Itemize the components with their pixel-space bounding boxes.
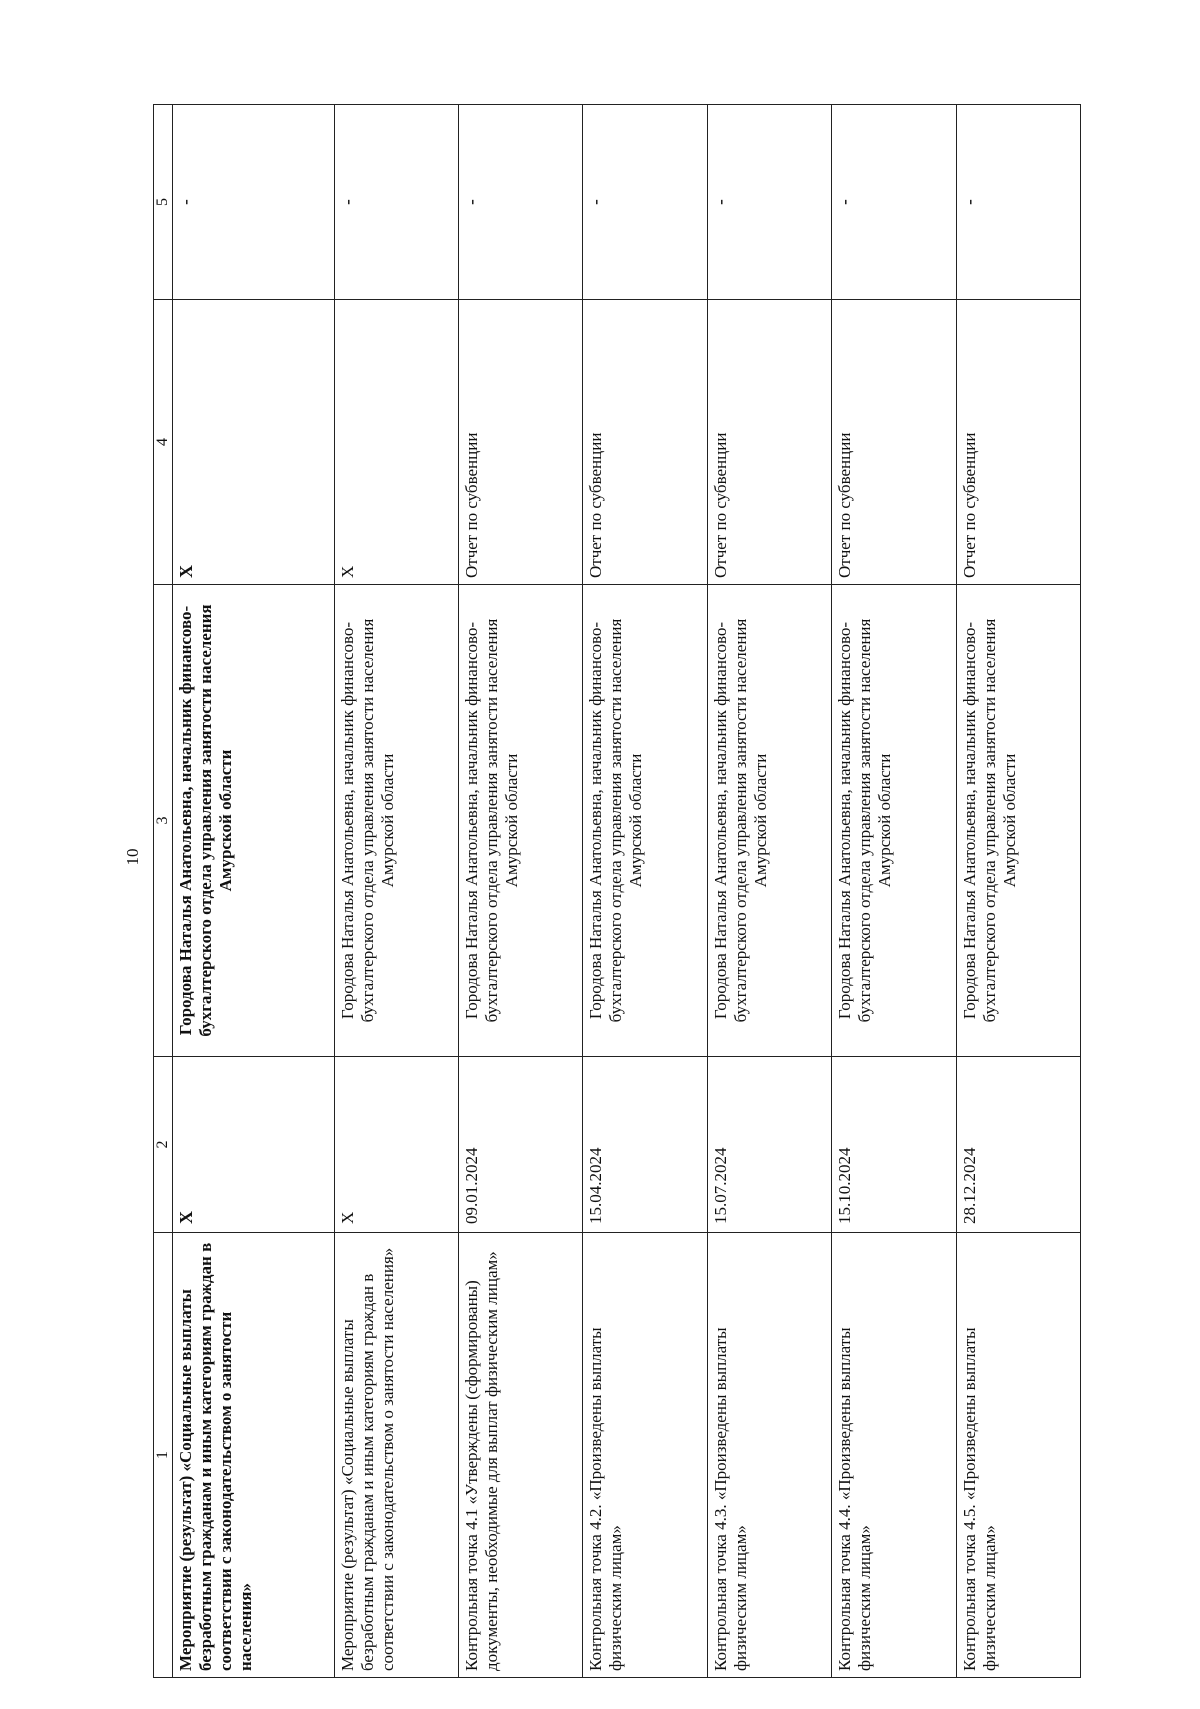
row-title-cell: Контрольная точка 4.2. «Произведены выплаты физическим лицам» [583,1233,707,1678]
note-cell: - [707,105,831,300]
note-cell: - [583,105,707,300]
row-title-cell: Контрольная точка 4.1 «Утверждены (сформированы) документы, необходимые для выплат физическим лицам» [458,1233,582,1678]
date-cell: X [173,1057,335,1233]
note-cell: - [832,105,956,300]
date-cell: 09.01.2024 [458,1057,582,1233]
document-cell: Отчет по субвенции [583,300,707,585]
responsible-cell: Городова Наталья Анатольевна, начальник финансово-бухгалтерского отдела управления занятости населения Амурской области [956,585,1080,1057]
note-cell: - [173,105,335,300]
responsible-cell: Городова Наталья Анатольевна, начальник финансово-бухгалтерского отдела управления занятости населения Амурской области [583,585,707,1057]
date-cell: X [334,1057,458,1233]
column-header: 2 [154,1057,173,1233]
table-row [956,105,1080,1678]
rotated-page-content [153,105,1081,1678]
date-cell: 28.12.2024 [956,1057,1080,1233]
document-cell: Отчет по субвенции [707,300,831,585]
date-cell: 15.07.2024 [707,1057,831,1233]
note-cell: - [334,105,458,300]
document-cell: X [173,300,335,585]
note-cell: - [956,105,1080,300]
responsible-cell: Городова Наталья Анатольевна, начальник финансово-бухгалтерского отдела управления занятости населения Амурской области [832,585,956,1057]
date-cell: 15.04.2024 [583,1057,707,1233]
table-row [173,105,335,1678]
row-title-cell: Контрольная точка 4.5. «Произведены выплаты физическим лицам» [956,1233,1080,1678]
responsible-cell: Городова Наталья Анатольевна, начальник финансово-бухгалтерского отдела управления занятости населения Амурской области [458,585,582,1057]
document-cell: Отчет по субвенции [832,300,956,585]
table-row [707,105,831,1678]
table-row [583,105,707,1678]
document-cell: Отчет по субвенции [956,300,1080,585]
table-row [334,105,458,1678]
column-header: 5 [154,105,173,300]
document-cell: X [334,300,458,585]
plan-table [153,104,1081,1678]
table-header-row [154,105,173,1678]
table-row [832,105,956,1678]
row-title-cell: Контрольная точка 4.4. «Произведены выплаты физическим лицам» [832,1233,956,1678]
table-row [458,105,582,1678]
column-header: 4 [154,300,173,585]
column-header: 3 [154,585,173,1057]
page-number: 10 [123,848,142,866]
column-header: 1 [154,1233,173,1678]
row-title-cell: Контрольная точка 4.3. «Произведены выплаты физическим лицам» [707,1233,831,1678]
row-title-cell: Мероприятие (результат) «Социальные выплаты безработным гражданам и иным категориям граждан в соответствии с законодательством о занятости населения» [173,1233,335,1678]
note-cell: - [458,105,582,300]
responsible-cell: Городова Наталья Анатольевна, начальник финансово-бухгалтерского отдела управления занятости населения Амурской области [173,585,335,1057]
row-title-cell: Мероприятие (результат) «Социальные выплаты безработным гражданам и иным категориям граждан в соответствии с законодательством о занятости населения» [334,1233,458,1678]
responsible-cell: Городова Наталья Анатольевна, начальник финансово-бухгалтерского отдела управления занятости населения Амурской области [334,585,458,1057]
document-cell: Отчет по субвенции [458,300,582,585]
responsible-cell: Городова Наталья Анатольевна, начальник финансово-бухгалтерского отдела управления занятости населения Амурской области [707,585,831,1057]
date-cell: 15.10.2024 [832,1057,956,1233]
